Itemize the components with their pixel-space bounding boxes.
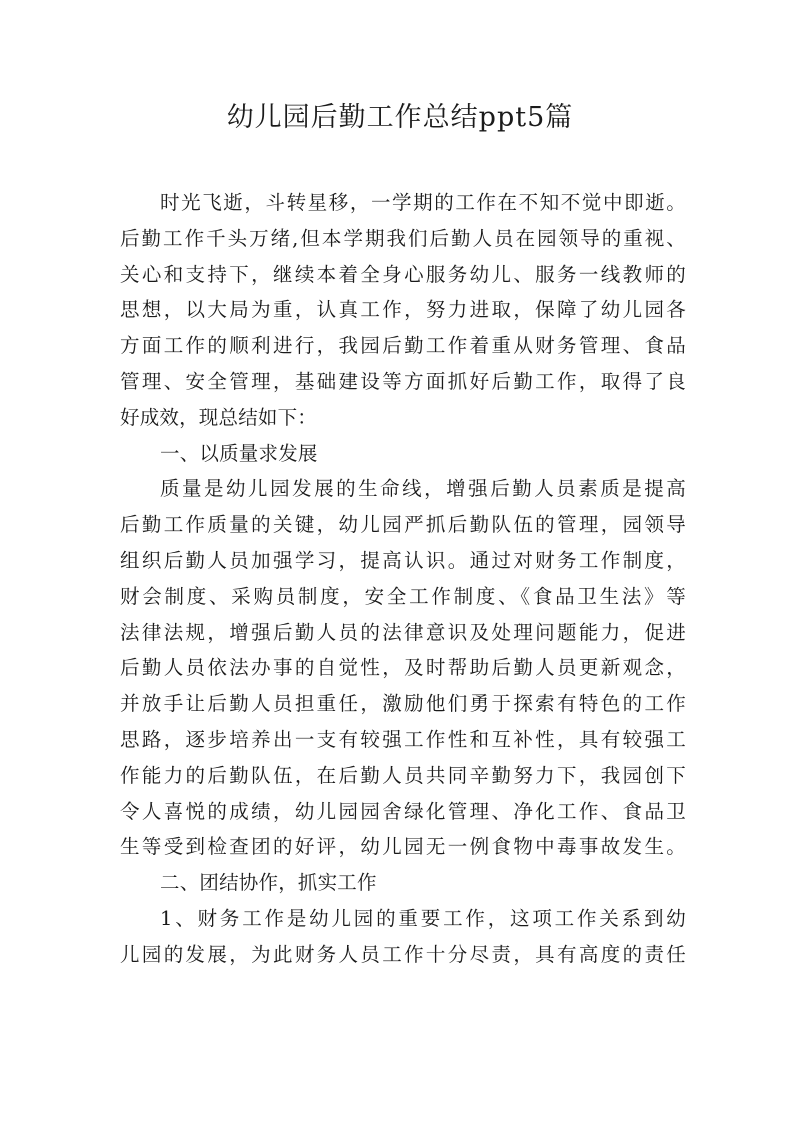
text-line: 好成效，现总结如下：	[120, 405, 318, 429]
text-line: 并放手让后勤人员担重任，激励他们勇于探索有特色的工作	[120, 692, 686, 716]
text-line: 时光飞逝，斗转星移，一学期的工作在不知不觉中即逝。	[160, 191, 686, 214]
text-line: 思路，逐步培养出一支有较强工作性和互补性，具有较强工	[120, 727, 686, 751]
text-line: 质量是幼儿园发展的生命线，增强后勤人员素质是提高	[160, 477, 686, 501]
text-line: 方面工作的顺利进行，我园后勤工作着重从财务管理、食品	[120, 334, 686, 358]
text-line: 作能力的后勤队伍，在后勤人员共同辛勤努力下，我园创下	[120, 763, 686, 787]
text-line: 后勤工作质量的关键，幼儿园严抓后勤队伍的管理，园领导	[120, 513, 686, 537]
text-line: 一、以质量求发展	[160, 441, 318, 465]
text-line: 1、财务工作是幼儿园的重要工作，这项工作关系到幼	[160, 906, 686, 930]
text-line: 思想，以大局为重，认真工作，努力进取，保障了幼儿园各	[120, 298, 686, 322]
document-body	[120, 185, 686, 973]
text-line: 儿园的发展，为此财务人员工作十分尽责，具有高度的责任	[120, 942, 686, 966]
text-line: 后勤人员依法办事的自觉性，及时帮助后勤人员更新观念，	[120, 656, 686, 680]
text-line: 生等受到检查团的好评，幼儿园无一例食物中毒事故发生。	[120, 835, 686, 859]
text-line: 法律法规，增强后勤人员的法律意识及处理问题能力，促进	[120, 620, 686, 644]
text-line: 财会制度、采购员制度，安全工作制度、《食品卫生法》等	[120, 584, 686, 608]
text-line: 关心和支持下，继续本着全身心服务幼儿、服务一线教师的	[120, 262, 686, 286]
text-line: 组织后勤人员加强学习，提高认识。通过对财务工作制度，	[120, 548, 686, 572]
text-line: 管理、安全管理，基础建设等方面抓好后勤工作，取得了良	[120, 369, 686, 393]
text-line: 二、团结协作，抓实工作	[160, 871, 377, 895]
text-line: 后勤工作千头万绪,但本学期我们后勤人员在园领导的重视、	[120, 226, 686, 250]
text-line: 令人喜悦的成绩，幼儿园园舍绿化管理、净化工作、食品卫	[120, 799, 686, 823]
document-title: 幼儿园后勤工作总结ppt5篇	[226, 102, 574, 133]
